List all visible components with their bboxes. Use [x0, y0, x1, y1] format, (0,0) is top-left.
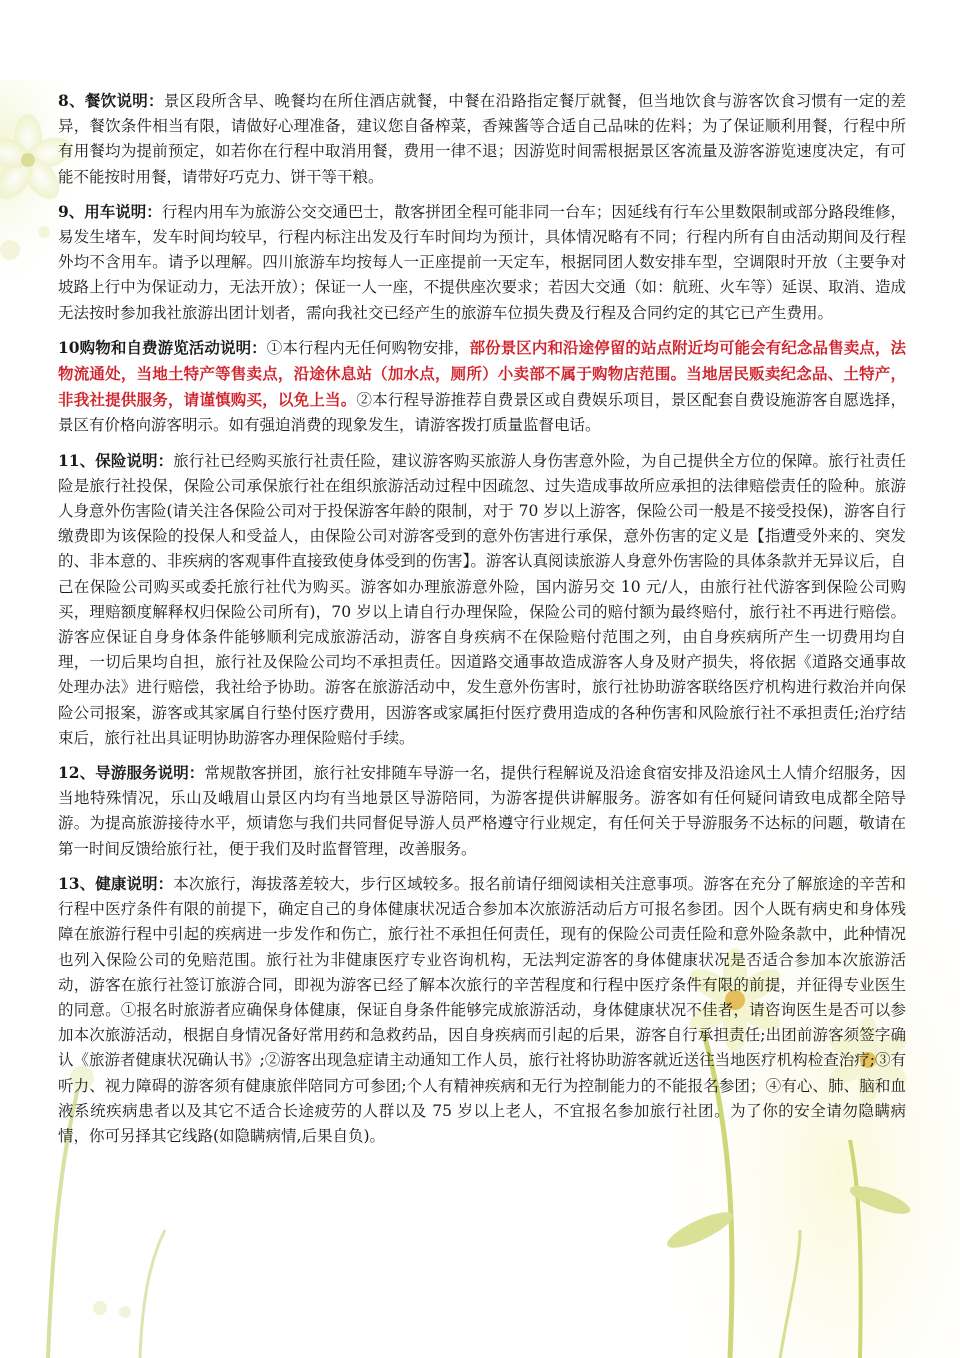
- section-10-body-a: ①本行程内无任何购物安排，: [266, 338, 470, 357]
- section-10-body-b: ②本行程导游推荐自费景区或自费娱乐项目，景区配套自费设施游客自愿选择，景区有价格向游客明示。如有强迫消费的现象发生，请游客拨打质量监督电话。: [58, 391, 906, 435]
- section-13-body: 本次旅行，海拔落差较大，步行区域较多。报名前请仔细阅读相关注意事项。游客在充分了解旅途的辛苦和行程中医疗条件有限的前提下，确定自己的身体健康状况适合参加本次旅游活动后方可报名参团。因个人既有病史和身体残障在旅游行程中引起的疾病进一步发作和伤亡，旅行社不承担任何责任，现有的保险公司责任险和意外险条款中，此种情况也列入保险公司的免赔范围。旅行社为非健康医疗专业咨询机构，无法判定游客的身体健康状况是否适合参加本次旅游活动，游客在旅行社签订旅游合同，即视为游客已经了解本次旅行的辛苦程度和行程中医疗条件有限的前提，并征得专业医生的同意。①报名时旅游者应确保身体健康，保证自身条件能够完成旅游活动，身体健康状况不佳者，请咨询医生是否可以参加本次旅游活动，根据自身情况备好常用药和急救药品，因自身疾病而引起的后果，游客自行承担责任;出团前游客须签字确认《旅游者健康状况确认书》;②游客出现急症请主动通知工作人员，旅行社将协助游客就近送往当地医疗机构检查治疗;③有听力、视力障碍的游客须有健康旅伴陪同方可参团;个人有精神疾病和无行为控制能力的不能报名参团；④有心、肺、脑和血液系统疾病患者以及其它不适合长途疲劳的人群以及 75 岁以上老人，不宜报名参加旅行社团。为了你的安全请勿隐瞒病情，你可另择其它线路(如隐瞒病情,后果自负)。: [58, 874, 906, 1145]
- section-9-heading: 9、用车说明：: [58, 201, 162, 221]
- section-10-heading: 10购物和自费游览活动说明：: [58, 337, 267, 357]
- section-8-heading: 8、餐饮说明：: [58, 91, 164, 110]
- section-12-guide: [58, 760, 906, 862]
- section-11-heading: 11、保险说明：: [58, 450, 174, 470]
- section-8-body: 景区段所含早、晚餐均在所住酒店就餐，中餐在沿路指定餐厅就餐，但当地饮食与游客饮食习惯有一定的差异，餐饮条件相当有限，请做好心理准备，建议您自备榨菜，香辣酱等合适自己品味的佐料；为了保证顺利用餐，行程中所有用餐均为提前预定，如若你在行程中取消用餐，费用一律不退；因游览时间需根据景区客流量及游客游览速度决定，有可能不能按时用餐，请带好巧克力、饼干等干粮。: [58, 92, 906, 186]
- section-9-vehicle: [58, 199, 906, 326]
- notice-document: [58, 88, 906, 1158]
- section-8-dining: [58, 88, 906, 190]
- section-9-body: 行程内用车为旅游公交交通巴士，散客拼团全程可能非同一台车；因延线有行车公里数限制或部分路段维修，易发生堵车，发车时间均较早，行程内标注出发及行车时间均为预计，具体情况略有不同；行程内所有自由活动期间及行程外均不含用车。请予以理解。四川旅游车均按每人一正座提前一天定车，根据同团人数安排车型，空调限时开放（主要争对坡路上行中为保证动力，无法开放）；保证一人一座，不提供座次要求；若因大交通（如：航班、火车等）延误、取消、造成无法按时参加我社旅游出团计划者，需向我社交已经产生的旅游车位损失费及行程及合同约定的其它已产生费用。: [58, 202, 906, 322]
- section-11-body: 旅行社已经购买旅行社责任险，建议游客购买旅游人身伤害意外险，为自己提供全方位的保障。旅行社责任险是旅行社投保，保险公司承保旅行社在组织旅游活动过程中因疏忽、过失造成事故所应承担的法律赔偿责任的险种。旅游人身意外伤害险(请关注各保险公司对于投保游客年龄的限制，对于 70 岁以上游客，保险公司一般是不接受投保)，游客自行缴费即为该保险的投保人和受益人，由保险公司对游客受到的意外伤害进行承保，意外伤害的定义是【指遭受外来的、突发的、非本意的、非疾病的客观事件直接致使身体受到的伤害】。游客认真阅读旅游人身意外伤害险的具体条款并无异议后，自己在保险公司购买或委托旅行社代为购买。游客如办理旅游意外险，国内游另交 10 元/人，由旅行社代游客到保险公司购买，理赔额度解释权归保险公司所有)，70 岁以上请自行办理保险，保险公司的赔付额为最终赔付，旅行社不再进行赔偿。游客应保证自身身体条件能够顺利完成旅游活动，游客自身疾病不在保险赔付范围之列，由自身疾病所产生一切费用均自理，一切后果均自担，旅行社及保险公司均不承担责任。因道路交通事故造成游客人身及财产损失，将依据《道路交通事故处理办法》进行赔偿，我社给予协助。游客在旅游活动中，发生意外伤害时，旅行社协助游客联络医疗机构进行救治并向保险公司报案，游客或其家属自行垫付医疗费用，因游客或家属拒付医疗费用造成的各种伤害和风险旅行社不承担责任;治疗结束后，旅行社出具证明协助游客办理保险赔付手续。: [58, 451, 906, 747]
- section-13-heading: 13、健康说明：: [58, 873, 174, 893]
- section-10-shopping: [58, 335, 906, 439]
- section-11-insurance: [58, 448, 906, 751]
- section-12-body: 常规散客拼团，旅行社安排随车导游一名，提供行程解说及沿途食宿安排及沿途风土人情介绍服务，因当地特殊情况，乐山及峨眉山景区内均有当地景区导游陪同，为游客提供讲解服务。游客如有任何疑问请致电成都全陪导游。为提高旅游接待水平，烦请您与我们共同督促导游人员严格遵守行业规定，有任何关于导游服务不达标的问题，敬请在第一时间反馈给旅行社，便于我们及时监督管理，改善服务。: [58, 764, 906, 858]
- section-10-warning: 部份景区内和沿途停留的站点附近均可能会有纪念品售卖点，法物流通处，当地土特产等售卖点，沿途休息站（加水点，厕所）小卖部不属于购物店范围。当地居民贩卖纪念品、土特产，非我社提供服务，请谨慎购买，以免上当。: [58, 337, 906, 410]
- section-12-heading: 12、导游服务说明：: [58, 763, 205, 783]
- section-13-health: [58, 871, 906, 1149]
